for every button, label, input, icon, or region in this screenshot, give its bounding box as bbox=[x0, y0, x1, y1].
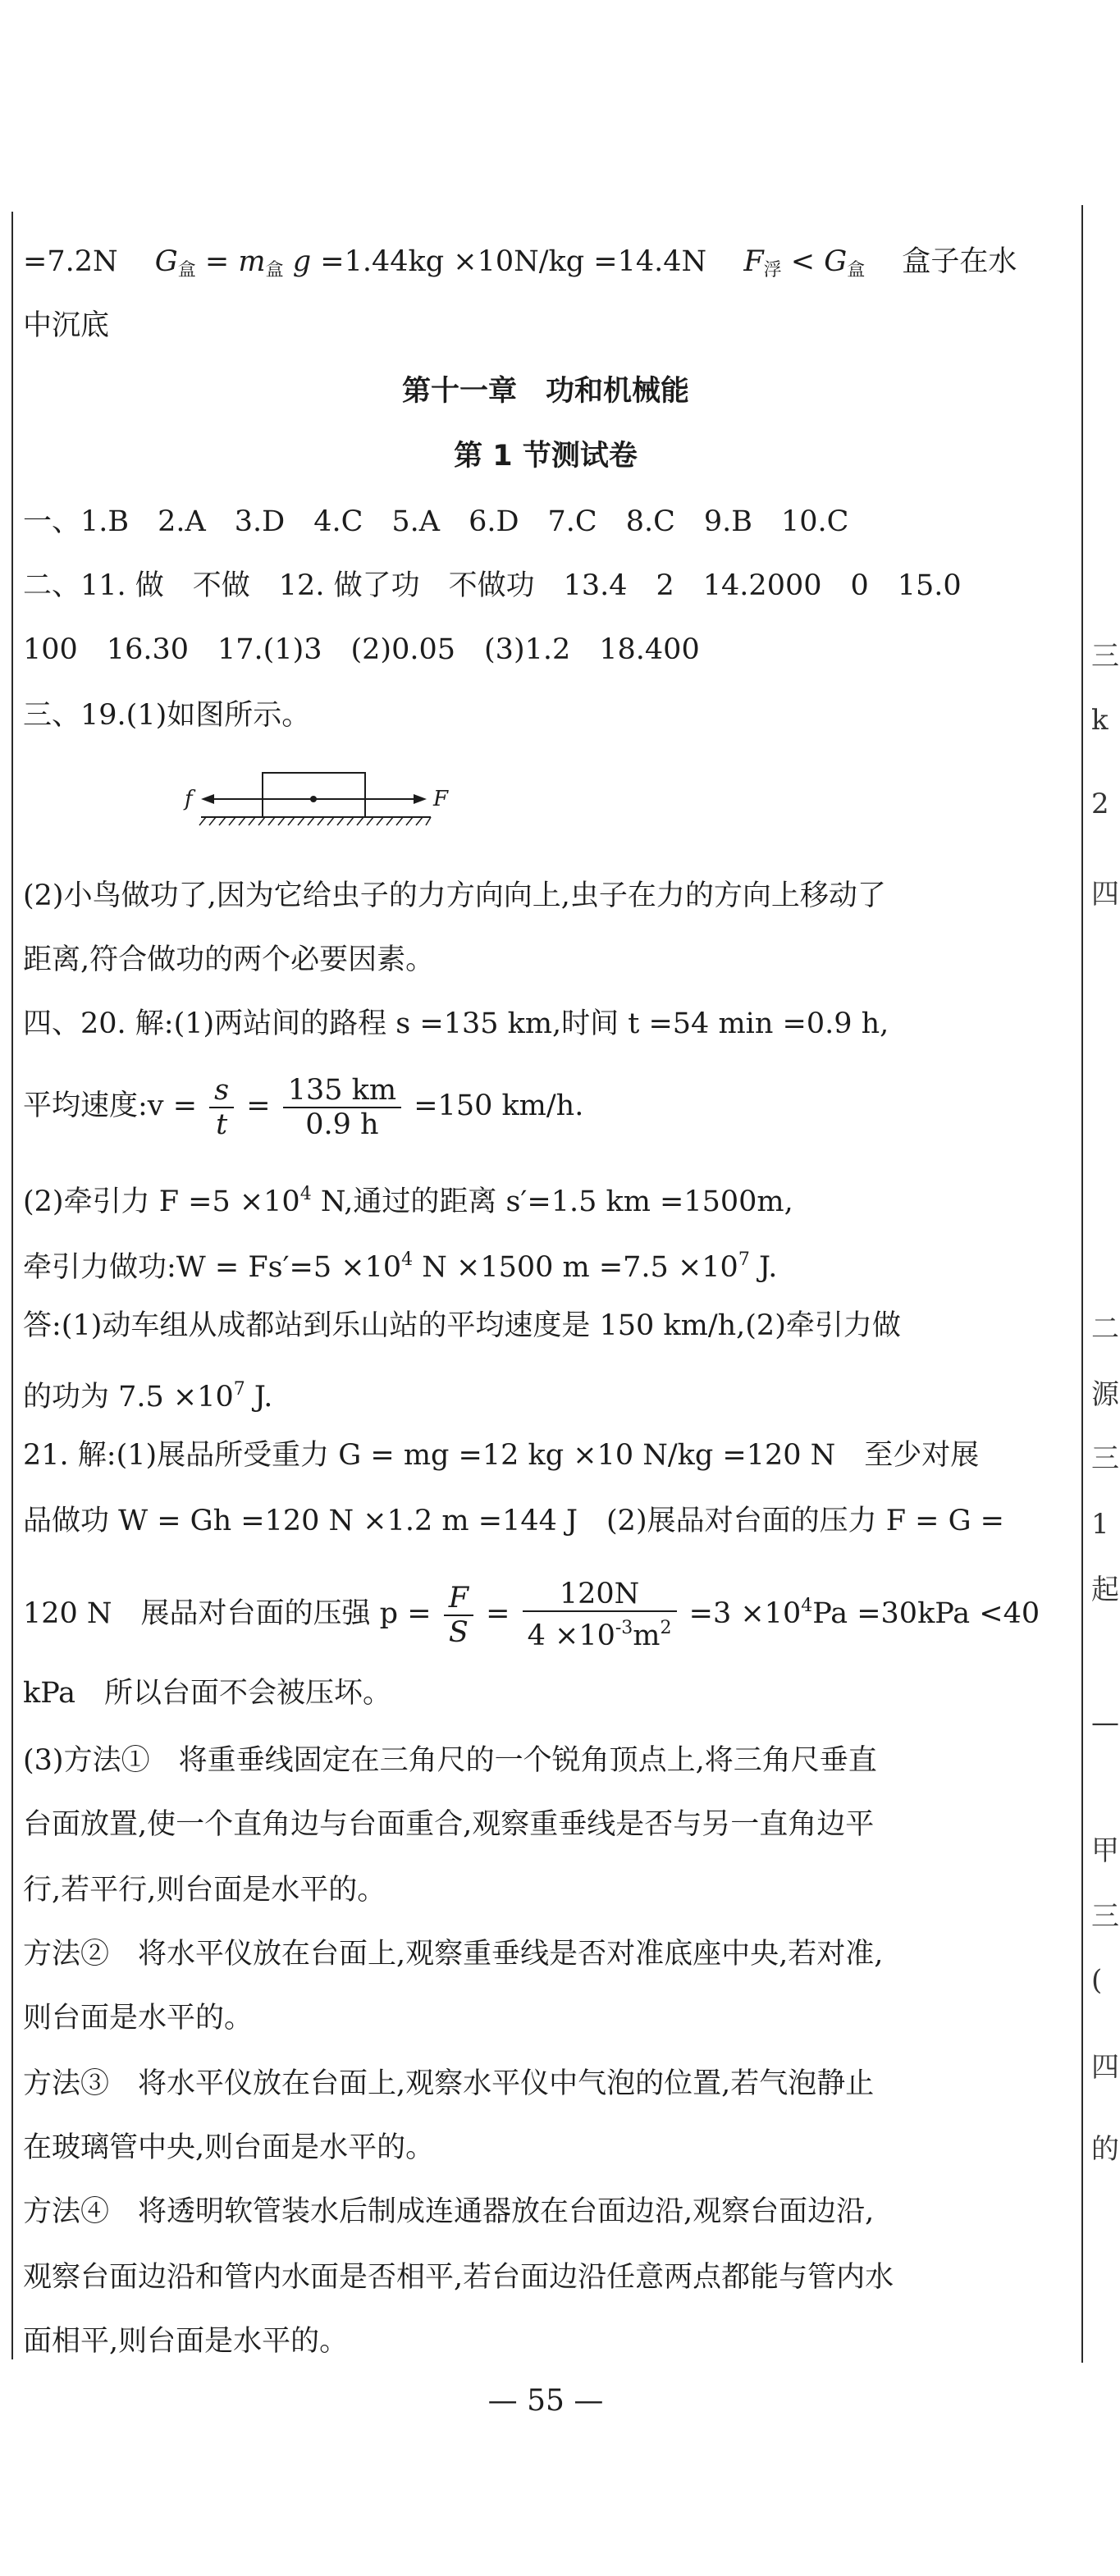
answer-line-20: kPa 所以台面不会被压坏。 bbox=[23, 1677, 392, 1710]
answer-line-22: 台面放置,使一个直角边与台面重合,观察重垂线是否与另一直角边平 bbox=[23, 1808, 875, 1841]
answer-line-10: 距离,符合做功的两个必要因素。 bbox=[23, 943, 435, 976]
adjacent-page-fragment: 的 bbox=[1091, 2133, 1119, 2166]
answer-line-15: 答:(1)动车组从成都站到乐山站的平均速度是 150 km/h,(2)牵引力做 bbox=[23, 1309, 901, 1342]
answer-line-9: (2)小鸟做功了,因为它给虫子的力方向向上,虫子在力的方向上移动了 bbox=[23, 879, 886, 912]
adjacent-page-fragment: 四 bbox=[1091, 878, 1119, 911]
section-title: 第 1 节测试卷 bbox=[454, 440, 638, 473]
adjacent-page-fragment: 二 bbox=[1091, 1313, 1119, 1345]
answer-line-17: 21. 解:(1)展品所受重力 G = mg =12 kg ×10 N/kg =120 N 至少对展 bbox=[23, 1439, 980, 1472]
pull-arrowhead bbox=[414, 794, 427, 804]
answer-line-2: 中沉底 bbox=[23, 309, 110, 342]
answer-line-24: 方法② 将水平仪放在台面上,观察重垂线是否对准底座中央,若对准, bbox=[23, 1938, 884, 1971]
answer-line-18: 品做功 W = Gh =120 N ×1.2 m =144 J (2)展品对台面的压力 F = G = bbox=[23, 1505, 1004, 1537]
adjacent-page-fragment: 甲 bbox=[1091, 1834, 1119, 1867]
friction-label: f bbox=[185, 787, 193, 811]
answer-line-28: 方法④ 将透明软管装水后制成连通器放在台面边沿,观察台面边沿, bbox=[23, 2195, 875, 2228]
adjacent-page-fragment: 2 bbox=[1091, 788, 1109, 820]
adjacent-page-fragment: 三 bbox=[1091, 1900, 1119, 1933]
answer-line-25: 则台面是水平的。 bbox=[23, 2002, 254, 2035]
ground-hatching bbox=[199, 817, 431, 825]
answer-line-30: 面相平,则台面是水平的。 bbox=[23, 2325, 349, 2358]
adjacent-page-fragment: — bbox=[1091, 1706, 1119, 1739]
fraction-distance-over-time: $\frac{135 km}{0.9 h}$ bbox=[283, 1074, 401, 1141]
answer-line-29: 观察台面边沿和管内水面是否相平,若台面边沿任意两点都能与管内水 bbox=[23, 2261, 894, 2294]
answer-line-21: (3)方法① 将重垂线固定在三角尺的一个锐角顶点上,将三角尺垂直 bbox=[23, 1744, 877, 1777]
adjacent-page-fragment: 起 bbox=[1091, 1573, 1119, 1606]
answer-line-6: 二、11. 做 不做 12. 做了功 不做功 13.4 2 14.2000 0 15.0 bbox=[23, 569, 962, 602]
answer-line-16: 的功为 $7.5 \times 10^7$ J. bbox=[23, 1379, 273, 1414]
adjacent-page-fragment: ( bbox=[1091, 1964, 1103, 1997]
answer-line-11: 四、20. 解:(1)两站间的路程 s =135 km,时间 t =54 min =0.9 h, bbox=[23, 1007, 889, 1040]
answer-line-19: 120 N 展品对台面的压强 p = $\frac{F}{S}$ = $\frac{120N}{4 \times 10^{-3}m^2}$ $=3 \times 10^4Pa =30kPa <40$ bbox=[23, 1578, 1040, 1652]
adjacent-page-fragment: 三 bbox=[1091, 1442, 1119, 1475]
force-point bbox=[310, 796, 317, 802]
adjacent-page-fragment: 三 bbox=[1091, 640, 1119, 673]
friction-arrowhead bbox=[201, 794, 214, 804]
answer-line-5: 一、1.B 2.A 3.D 4.C 5.A 6.D 7.C 8.C 9.B 10.C bbox=[23, 505, 849, 538]
answer-line-26: 方法③ 将水平仪放在台面上,观察水平仪中气泡的位置,若气泡静止 bbox=[23, 2067, 875, 2100]
left-margin-rule bbox=[11, 212, 13, 2359]
adjacent-page-fragment: 源 bbox=[1091, 1378, 1119, 1411]
fraction-s-over-t: $\frac{s}{t}$ bbox=[209, 1074, 234, 1141]
answer-line-7: 100 16.30 17.(1)3 (2)0.05 (3)1.2 18.400 bbox=[23, 633, 700, 666]
pull-force-label: F bbox=[433, 787, 449, 811]
answer-line-14: 牵引力做功:W = $Fs'=5 \times 10^4$ N ×1500 $m =7.5 \times 10^7$ J. bbox=[23, 1249, 778, 1284]
adjacent-page-fragment: 1 bbox=[1091, 1508, 1109, 1541]
answer-line-8: 三、19.(1)如图所示。 bbox=[23, 699, 311, 732]
answer-line-27: 在玻璃管中央,则台面是水平的。 bbox=[23, 2131, 435, 2164]
answer-line-1: =7.2N $G_盒 = m_盒$ g =1.44kg ×10N/kg =14.4N $F_浮 < G_盒$ 盒子在水 bbox=[23, 245, 1017, 281]
block bbox=[263, 773, 365, 817]
fraction-force-over-area: $\frac{120N}{4 \times 10^{-3}m^2}$ bbox=[523, 1578, 677, 1652]
page-number: — 55 — bbox=[487, 2384, 604, 2418]
fraction-F-over-S: $\frac{F}{S}$ bbox=[444, 1582, 473, 1649]
adjacent-page-fragment: 四 bbox=[1091, 2051, 1119, 2084]
answer-line-12: 平均速度:v = $\frac{s}{t}$ = $\frac{135 km}{0.9 h}$ =150 km/h. bbox=[23, 1073, 584, 1141]
answer-line-13: (2)牵引力 $F =5 \times 10^4$ N,通过的距离 s′=1.5 km =1500m, bbox=[23, 1184, 793, 1218]
answer-line-23: 行,若平行,则台面是水平的。 bbox=[23, 1874, 386, 1907]
chapter-title: 第十一章 功和机械能 bbox=[401, 375, 689, 408]
right-margin-rule bbox=[1081, 205, 1083, 2363]
force-diagram bbox=[176, 765, 455, 830]
adjacent-page-fragment: k bbox=[1091, 704, 1109, 737]
